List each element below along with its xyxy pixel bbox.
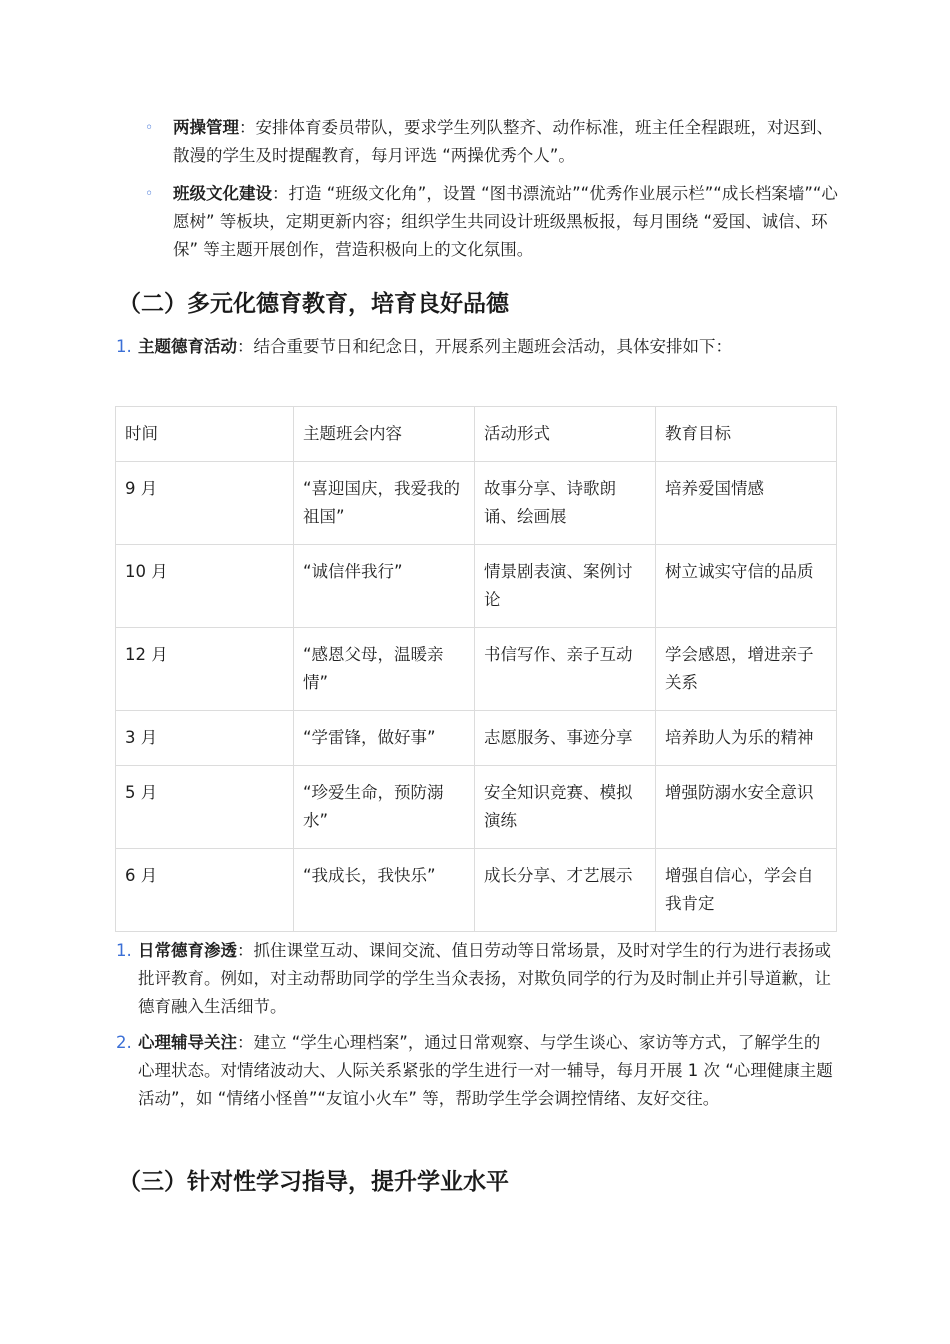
table-cell: 志愿服务、事迹分享 [475,711,656,766]
header-cell: 活动形式 [475,407,656,462]
table-cell: “珍爱生命，预防溺水” [294,766,475,849]
list-item-body [138,333,836,361]
list-item-bold-label: 主题德育活动 [138,337,237,356]
section-heading-study-guidance: （三）针对性学习指导，提升学业水平 [118,1169,509,1195]
table-cell: 学会感恩，增进亲子关系 [656,628,837,711]
list-item-bold-label: 心理辅导关注 [138,1033,237,1052]
circle-bullet-icon: ◦ [145,120,154,136]
table-cell: 10 月 [116,545,294,628]
table-cell: 3 月 [116,711,294,766]
activity-schedule-table [115,406,837,932]
table-cell: 5 月 [116,766,294,849]
list-number: 1. [116,941,132,960]
header-cell: 时间 [116,407,294,462]
table-cell: 增强防溺水安全意识 [656,766,837,849]
table-cell: 9 月 [116,462,294,545]
list-item-theme-activities [116,333,836,361]
table-cell: 12 月 [116,628,294,711]
table-cell: 成长分享、才艺展示 [475,849,656,932]
bullet-bold-label: 班级文化建设 [173,184,272,203]
bullet-class-culture [145,180,845,264]
table-header-row [116,407,837,462]
table-row [116,849,837,932]
list-item-text: ：结合重要节日和纪念日，开展系列主题班会活动，具体安排如下： [237,337,732,356]
table-cell: “喜迎国庆，我爱我的祖国” [294,462,475,545]
bullet-two-exercises [145,114,845,170]
header-cell: 教育目标 [656,407,837,462]
header-cell: 主题班会内容 [294,407,475,462]
table-cell: 书信写作、亲子互动 [475,628,656,711]
table-row [116,545,837,628]
list-item-body [138,1029,836,1113]
list-number: 2. [116,1033,132,1052]
table-cell: “诚信伴我行” [294,545,475,628]
list-item-psych-counseling [116,1029,836,1113]
table-row [116,628,837,711]
bullet-text: ：打造 “班级文化角”，设置 “图书漂流站”“优秀作业展示栏”“成长档案墙”“心愿树” 等板块，定期更新内容；组织学生共同设计班级黑板报，每月围绕 “爱国、诚信、环保” 等主题开展创作，营造积极向上的文化氛围。 [173,184,838,259]
table-cell: “感恩父母，温暖亲情” [294,628,475,711]
circle-bullet-icon: ◦ [145,186,154,202]
list-item-text: ：抓住课堂互动、课间交流、值日劳动等日常场景，及时对学生的行为进行表扬或批评教育。例如，对主动帮助同学的学生当众表扬，对欺负同学的行为及时制止并引导道歉，让德育融入生活细节。 [138,941,831,1016]
section-heading-moral-education: （二）多元化德育教育，培育良好品德 [118,291,509,317]
list-number: 1. [116,337,132,356]
table-cell: 培养爱国情感 [656,462,837,545]
bullet-text: ：安排体育委员带队，要求学生列队整齐、动作标准，班主任全程跟班，对迟到、散漫的学生及时提醒教育，每月评选 “两操优秀个人”。 [173,118,833,165]
table-row [116,766,837,849]
table-cell: 培养助人为乐的精神 [656,711,837,766]
list-item-daily-moral [116,937,836,1021]
table-cell: 树立诚实守信的品质 [656,545,837,628]
bullet-bold-label: 两操管理 [173,118,239,137]
list-item-text: ：建立 “学生心理档案”，通过日常观察、与学生谈心、家访等方式，了解学生的心理状态。对情绪波动大、人际关系紧张的学生进行一对一辅导，每月开展 1 次 “心理健康主题活动”，如 “情绪小怪兽”“友谊小火车” 等，帮助学生学会调控情绪、友好交往。 [138,1033,833,1108]
table-cell: 增强自信心，学会自我肯定 [656,849,837,932]
table-cell: 故事分享、诗歌朗诵、绘画展 [475,462,656,545]
table-cell: 情景剧表演、案例讨论 [475,545,656,628]
sub-bullet-list [145,114,845,274]
table-cell: “学雷锋，做好事” [294,711,475,766]
list-item-bold-label: 日常德育渗透 [138,941,237,960]
table-cell: 安全知识竞赛、模拟演练 [475,766,656,849]
table-cell: “我成长，我快乐” [294,849,475,932]
table-cell: 6 月 [116,849,294,932]
table-row [116,711,837,766]
table-row [116,462,837,545]
list-item-body [138,937,836,1021]
